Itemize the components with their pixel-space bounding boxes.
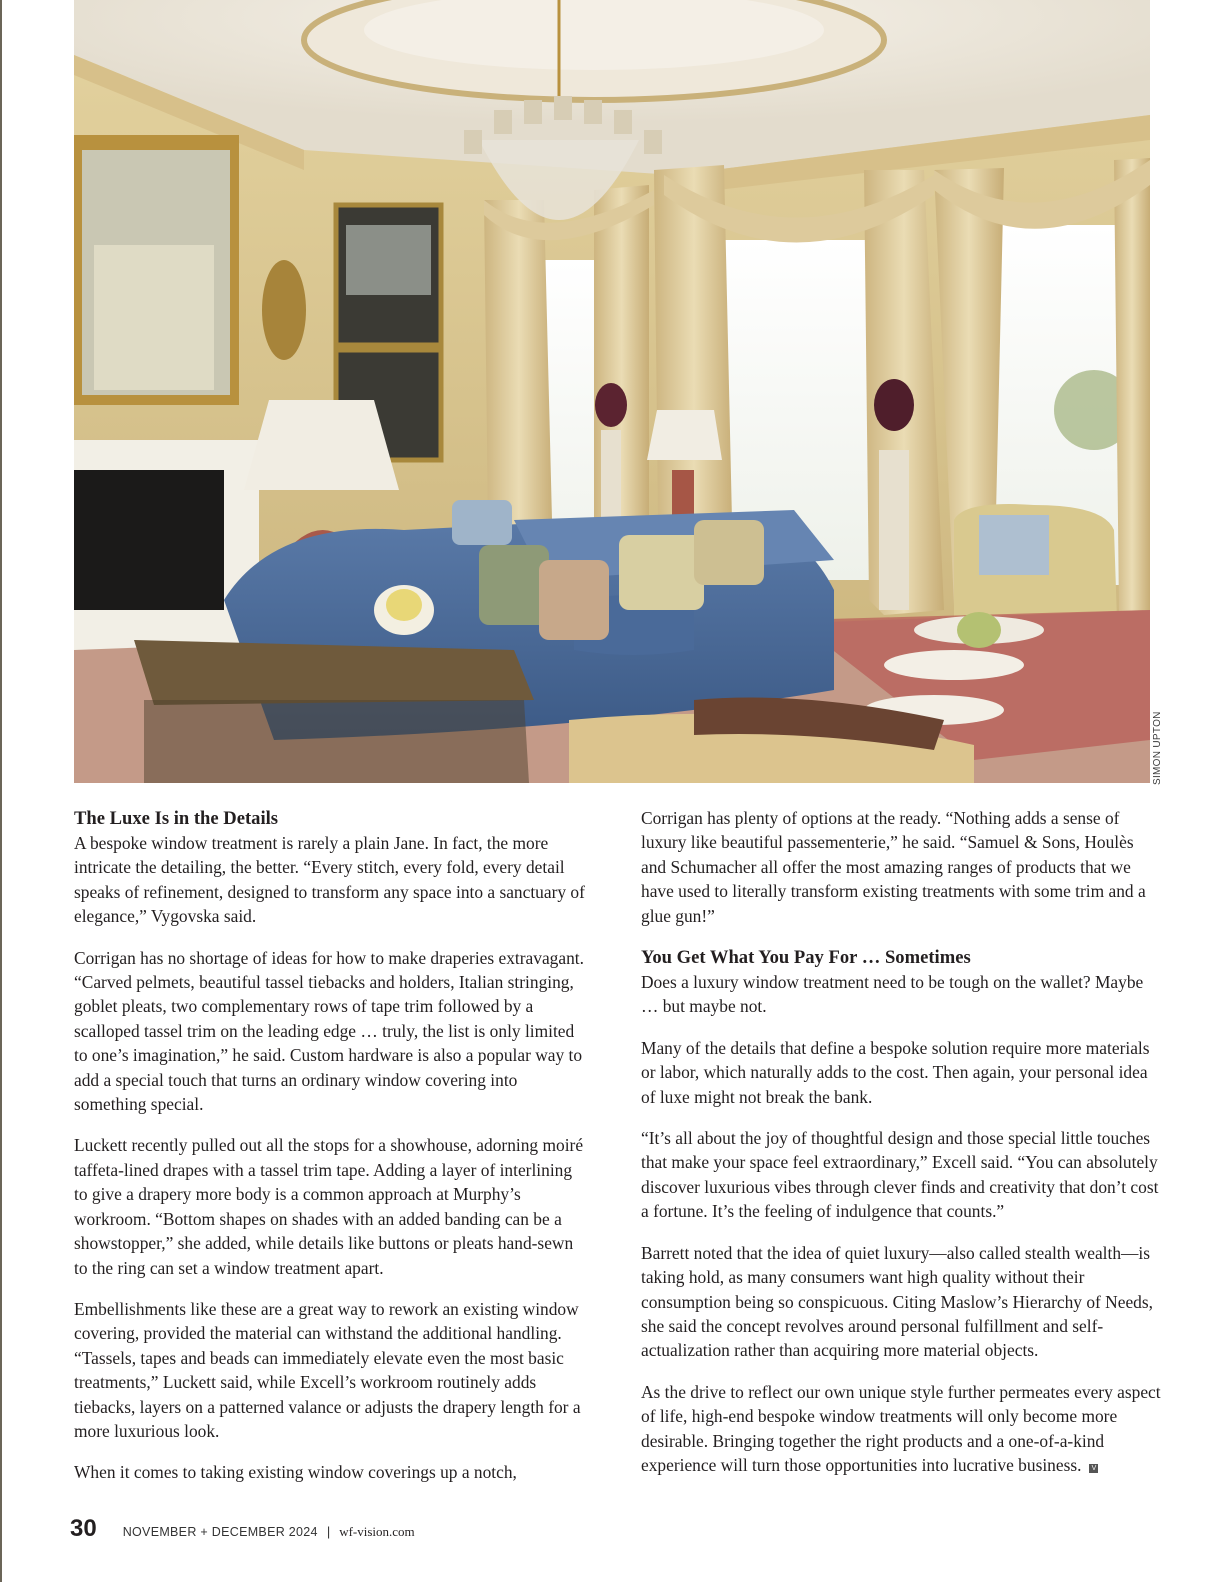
paragraph: Luckett recently pulled out all the stops for a showhouse, adorning moiré taffeta-lined drapes with a tassel trim tape. Adding a layer of interlining to give a drapery more body is a common approach at Murphy’s workroom. “Bottom shapes on shades with an added banding can be a showstopper,” she added, while details like buttons or pleats hand-sewn to the ring can set a window treatment apart. bbox=[74, 1135, 584, 1278]
paragraph: Corrigan has no shortage of ideas for how to make draperies extravagant. “Carved pelmets, beautiful tassel tiebacks and holders, Italian stringing, goblet pleats, two complementary rows of tape trim followed by a scalloped tassel trim on the leading edge … truly, the list is only limited to one’s imagination,” he said. Custom hardware is also a popular way to add a special touch that turns an ordinary window covering into something special. bbox=[74, 947, 584, 1115]
paragraph: When it comes to taking existing window coverings up a notch, bbox=[74, 1462, 517, 1483]
article-right-column bbox=[641, 806, 1161, 1494]
page-edge-rule bbox=[0, 0, 2, 1582]
paragraph: Embellishments like these are a great way to rework an existing window covering, provided the material can withstand the additional handling. “Tassels, tapes and beads can immediately elevate even the most basic treatments,” Luckett said, while Excell’s workroom routinely adds tiebacks, layers on a patterned valance or adjusts the drapery length for a more luxurious look. bbox=[74, 1298, 581, 1441]
paragraph: A bespoke window treatment is rarely a plain Jane. In fact, the more intricate the detailing, the better. “Every stitch, every fold, every detail speaks of refinement, designed to transform any space into a sanctuary of elegance,” Vygovska said. bbox=[74, 833, 585, 927]
photo-credit: SIMON UPTON bbox=[1152, 711, 1163, 785]
paragraph: Many of the details that define a bespoke solution require more materials or labor, which naturally adds to the cost. Then again, your personal idea of luxe might not break the bank. bbox=[641, 1037, 1150, 1107]
section-heading-pay-for: You Get What You Pay For … Sometimes bbox=[641, 947, 971, 969]
paragraph: Barrett noted that the idea of quiet luxury—also called stealth wealth—is taking hold, as many consumers want high quality without their consumption being so conspicuous. Citing Maslow’s Hierarchy of Needs, she said the concept revolves around personal fulfillment and self-actualization rather than acquiring more material objects. bbox=[641, 1242, 1153, 1361]
end-of-article-mark: V bbox=[1089, 1464, 1098, 1473]
paragraph-text: As the drive to reflect our own unique style further permeates every aspect of life, high-end bespoke window treatments will only become more desirable. Bringing together the right products and a one-of-a-kind experience will turn those opportunities into lucrative business. bbox=[641, 1381, 1161, 1475]
article-left-column bbox=[74, 806, 588, 1502]
issue-date: NOVEMBER + DECEMBER 2024 bbox=[122, 1525, 318, 1539]
page-footer bbox=[70, 1515, 415, 1545]
final-paragraph bbox=[641, 1380, 1161, 1478]
paragraph: “It’s all about the joy of thoughtful design and those special little touches that make your space feel extraordinary,” Excell said. “You can absolutely discover luxurious vibes through clever finds and creativity that don’t cost a fortune. It’s the feeling of indulgence that counts.” bbox=[641, 1128, 1159, 1222]
paragraph: Corrigan has plenty of options at the ready. “Nothing adds a sense of luxury like beautiful passementerie,” he said. “Samuel & Sons, Houlès and Schumacher all offer the most amazing ranges of products that we have used to literally transform existing treatments with some trim and a glue gun!” bbox=[641, 808, 1146, 926]
section-heading-luxe-details: The Luxe Is in the Details bbox=[74, 808, 279, 829]
paragraph: Does a luxury window treatment need to be tough on the wallet? Maybe … but maybe not. bbox=[641, 972, 1144, 1017]
living-room-photo bbox=[74, 0, 1150, 783]
footer-separator: | bbox=[326, 1524, 331, 1539]
page-number: 30 bbox=[70, 1515, 97, 1542]
website-link[interactable]: wf-vision.com bbox=[339, 1524, 415, 1539]
